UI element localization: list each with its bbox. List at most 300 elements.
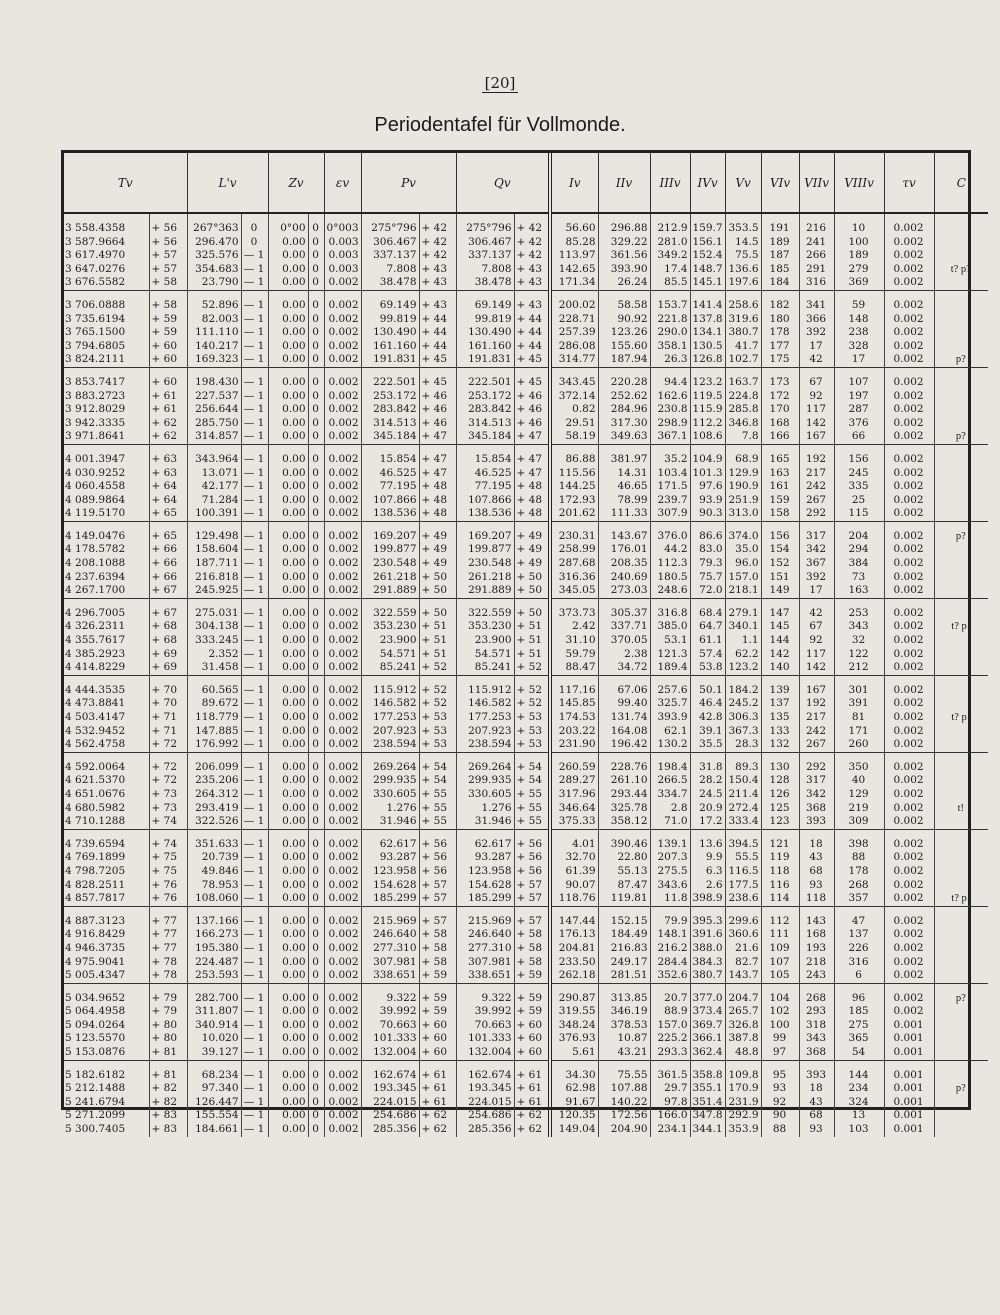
p-value: 269.264	[361, 752, 419, 774]
q-corr: + 50	[514, 598, 550, 620]
iv-value: 104.9	[690, 444, 725, 466]
l-value: 187.711	[187, 557, 241, 571]
table-row	[64, 507, 988, 521]
l-value: 126.447	[187, 1096, 241, 1110]
z-corr: 0	[308, 390, 324, 404]
q-value: 154.628	[456, 879, 514, 893]
iv-value: 72.0	[690, 584, 725, 598]
l-value: 49.846	[187, 865, 241, 879]
p-value: 353.230	[361, 620, 419, 634]
table-row	[64, 1005, 988, 1019]
period-table	[64, 153, 988, 1137]
p-value: 77.195	[361, 480, 419, 494]
ii-value: 273.03	[598, 584, 650, 598]
epsilon-value: 0.003	[324, 236, 361, 250]
t-corr: + 71	[149, 711, 187, 725]
p-value: 162.674	[361, 1060, 419, 1082]
tau-value: 0.002	[884, 774, 934, 788]
iv-value: 115.9	[690, 403, 725, 417]
iii-value: 162.6	[650, 390, 690, 404]
vii-value: 318	[799, 1019, 834, 1033]
iv-value: 380.7	[690, 969, 725, 983]
i-value: 230.31	[550, 521, 598, 543]
t-value: 3 558.4358	[64, 213, 149, 236]
p-corr: + 52	[419, 661, 456, 675]
t-value: 4 916.8429	[64, 928, 149, 942]
p-value: 224.015	[361, 1096, 419, 1110]
i-value: 172.93	[550, 494, 598, 508]
z-value: 0.00	[268, 290, 308, 312]
t-corr: + 74	[149, 815, 187, 829]
z-value: 0.00	[268, 725, 308, 739]
i-value: 58.19	[550, 430, 598, 444]
iv-value: 369.7	[690, 1019, 725, 1033]
iii-value: 275.5	[650, 865, 690, 879]
viii-value: 328	[834, 340, 884, 354]
p-value: 123.958	[361, 865, 419, 879]
ii-value: 152.15	[598, 906, 650, 928]
vii-value: 292	[799, 507, 834, 521]
v-value: 82.7	[725, 956, 761, 970]
v-value: 177.5	[725, 879, 761, 893]
p-corr: + 58	[419, 942, 456, 956]
iv-value: 130.5	[690, 340, 725, 354]
iii-value: 62.1	[650, 725, 690, 739]
q-corr: + 47	[514, 444, 550, 466]
vii-value: 67	[799, 367, 834, 389]
z-value: 0.00	[268, 969, 308, 983]
l-value: 224.487	[187, 956, 241, 970]
t-value: 4 975.9041	[64, 956, 149, 970]
z-value: 0.00	[268, 829, 308, 851]
t-value: 4 385.2923	[64, 648, 149, 662]
l-value: 285.750	[187, 417, 241, 431]
t-value: 3 647.0276	[64, 263, 149, 277]
t-value: 4 562.4758	[64, 738, 149, 752]
v-value: 387.8	[725, 1032, 761, 1046]
epsilon-value: 0.002	[324, 648, 361, 662]
epsilon-value: 0.002	[324, 1046, 361, 1060]
l-corr: — 1	[241, 507, 268, 521]
z-value: 0.00	[268, 390, 308, 404]
vi-value: 149	[761, 584, 799, 598]
epsilon-value: 0.002	[324, 865, 361, 879]
ii-value: 107.88	[598, 1082, 650, 1096]
z-corr: 0	[308, 634, 324, 648]
vi-value: 114	[761, 892, 799, 906]
z-value: 0.00	[268, 444, 308, 466]
c-note	[934, 1096, 988, 1110]
vii-value: 93	[799, 879, 834, 893]
l-value: 68.234	[187, 1060, 241, 1082]
q-value: 193.345	[456, 1082, 514, 1096]
q-value: 269.264	[456, 752, 514, 774]
iv-value: 119.5	[690, 390, 725, 404]
q-value: 307.981	[456, 956, 514, 970]
tau-value: 0.002	[884, 507, 934, 521]
l-value: 13.071	[187, 467, 241, 481]
iii-value: 376.0	[650, 521, 690, 543]
t-corr: + 79	[149, 983, 187, 1005]
iii-value: 221.8	[650, 313, 690, 327]
t-value: 3 942.3335	[64, 417, 149, 431]
l-value: 2.352	[187, 648, 241, 662]
tau-value: 0.002	[884, 906, 934, 928]
vii-value: 368	[799, 1046, 834, 1060]
z-corr: 0	[308, 1019, 324, 1033]
iv-value: 79.3	[690, 557, 725, 571]
q-corr: + 61	[514, 1082, 550, 1096]
vi-value: 93	[761, 1082, 799, 1096]
q-value: 353.230	[456, 620, 514, 634]
l-value: 176.992	[187, 738, 241, 752]
p-corr: + 60	[419, 1019, 456, 1033]
q-value: 177.253	[456, 711, 514, 725]
z-value: 0.00	[268, 956, 308, 970]
p-value: 322.559	[361, 598, 419, 620]
q-value: 261.218	[456, 571, 514, 585]
t-corr: + 79	[149, 1005, 187, 1019]
ii-value: 313.85	[598, 983, 650, 1005]
vi-value: 159	[761, 494, 799, 508]
z-corr: 0	[308, 367, 324, 389]
ii-value: 111.33	[598, 507, 650, 521]
ii-value: 325.78	[598, 802, 650, 816]
z-corr: 0	[308, 829, 324, 851]
t-corr: + 77	[149, 906, 187, 928]
p-corr: + 57	[419, 892, 456, 906]
vii-value: 18	[799, 1082, 834, 1096]
viii-value: 25	[834, 494, 884, 508]
v-value: 116.5	[725, 865, 761, 879]
p-corr: + 61	[419, 1096, 456, 1110]
i-value: 145.85	[550, 697, 598, 711]
vi-value: 178	[761, 326, 799, 340]
ii-value: 22.80	[598, 851, 650, 865]
epsilon-value: 0.002	[324, 543, 361, 557]
z-value: 0.00	[268, 879, 308, 893]
iii-value: 352.6	[650, 969, 690, 983]
c-note	[934, 1046, 988, 1060]
iv-value: 86.6	[690, 521, 725, 543]
p-corr: + 45	[419, 353, 456, 367]
epsilon-value: 0.002	[324, 1096, 361, 1110]
i-value: 174.53	[550, 711, 598, 725]
viii-value: 253	[834, 598, 884, 620]
v-value: 360.6	[725, 928, 761, 942]
p-corr: + 59	[419, 983, 456, 1005]
viii-value: 73	[834, 571, 884, 585]
iv-value: 57.4	[690, 648, 725, 662]
p-corr: + 57	[419, 879, 456, 893]
vi-value: 112	[761, 906, 799, 928]
l-value: 253.593	[187, 969, 241, 983]
t-value: 4 680.5982	[64, 802, 149, 816]
epsilon-value: 0.002	[324, 1060, 361, 1082]
viii-value: 6	[834, 969, 884, 983]
vi-value: 100	[761, 1019, 799, 1033]
p-corr: + 49	[419, 557, 456, 571]
l-corr: — 1	[241, 892, 268, 906]
ii-value: 90.92	[598, 313, 650, 327]
l-value: 322.526	[187, 815, 241, 829]
t-value: 4 296.7005	[64, 598, 149, 620]
p-corr: + 48	[419, 480, 456, 494]
iii-value: 35.2	[650, 444, 690, 466]
tau-value: 0.002	[884, 353, 934, 367]
t-value: 5 064.4958	[64, 1005, 149, 1019]
i-value: 117.16	[550, 675, 598, 697]
q-value: 162.674	[456, 1060, 514, 1082]
table-row	[64, 906, 988, 928]
i-value: 31.10	[550, 634, 598, 648]
z-value: 0.00	[268, 1109, 308, 1123]
i-value: 376.93	[550, 1032, 598, 1046]
table-row	[64, 263, 988, 277]
iii-value: 290.0	[650, 326, 690, 340]
epsilon-value: 0.002	[324, 326, 361, 340]
p-corr: + 52	[419, 675, 456, 697]
c-note	[934, 467, 988, 481]
t-value: 4 473.8841	[64, 697, 149, 711]
iii-value: 307.9	[650, 507, 690, 521]
v-value: 333.4	[725, 815, 761, 829]
p-value: 345.184	[361, 430, 419, 444]
iii-value: 20.7	[650, 983, 690, 1005]
v-value: 238.6	[725, 892, 761, 906]
p-value: 169.207	[361, 521, 419, 543]
q-corr: + 58	[514, 928, 550, 942]
iv-value: 373.4	[690, 1005, 725, 1019]
l-value: 227.537	[187, 390, 241, 404]
p-value: 7.808	[361, 263, 419, 277]
l-corr: — 1	[241, 249, 268, 263]
t-corr: + 60	[149, 367, 187, 389]
vii-value: 268	[799, 983, 834, 1005]
t-corr: + 83	[149, 1123, 187, 1137]
epsilon-value: 0.002	[324, 557, 361, 571]
v-value: 89.3	[725, 752, 761, 774]
l-corr: — 1	[241, 774, 268, 788]
q-corr: + 49	[514, 543, 550, 557]
iv-value: 97.6	[690, 480, 725, 494]
c-note	[934, 774, 988, 788]
iv-value: 351.4	[690, 1096, 725, 1110]
q-value: 46.525	[456, 467, 514, 481]
table-row	[64, 326, 988, 340]
z-corr: 0	[308, 1096, 324, 1110]
ii-value: 75.55	[598, 1060, 650, 1082]
p-corr: + 53	[419, 711, 456, 725]
z-corr: 0	[308, 661, 324, 675]
i-value: 86.88	[550, 444, 598, 466]
vii-value: 192	[799, 444, 834, 466]
vii-value: 143	[799, 906, 834, 928]
table-row	[64, 584, 988, 598]
tau-value: 0.002	[884, 340, 934, 354]
v-value: 35.0	[725, 543, 761, 557]
t-value: 3 765.1500	[64, 326, 149, 340]
c-note	[934, 584, 988, 598]
z-value: 0.00	[268, 697, 308, 711]
epsilon-value: 0.002	[324, 879, 361, 893]
v-value: 7.8	[725, 430, 761, 444]
t-value: 3 617.4970	[64, 249, 149, 263]
ii-value: 143.67	[598, 521, 650, 543]
v-value: 353.5	[725, 213, 761, 236]
q-value: 70.663	[456, 1019, 514, 1033]
p-corr: + 43	[419, 263, 456, 277]
p-value: 277.310	[361, 942, 419, 956]
l-corr: — 1	[241, 942, 268, 956]
vii-value: 317	[799, 774, 834, 788]
table-row	[64, 1032, 988, 1046]
p-corr: + 46	[419, 417, 456, 431]
t-value: 4 710.1288	[64, 815, 149, 829]
vi-value: 121	[761, 829, 799, 851]
table-row	[64, 557, 988, 571]
c-note	[934, 507, 988, 521]
vi-value: 88	[761, 1123, 799, 1137]
table-row	[64, 1123, 988, 1137]
tau-value: 0.002	[884, 675, 934, 697]
viii-value: 129	[834, 788, 884, 802]
vi-value: 90	[761, 1109, 799, 1123]
q-corr: + 44	[514, 326, 550, 340]
l-corr: — 1	[241, 1005, 268, 1019]
ii-value: 305.37	[598, 598, 650, 620]
ii-value: 349.63	[598, 430, 650, 444]
q-value: 1.276	[456, 802, 514, 816]
l-value: 97.340	[187, 1082, 241, 1096]
c-note	[934, 313, 988, 327]
l-value: 267°363	[187, 213, 241, 236]
page-number: [20]	[0, 74, 1000, 92]
p-value: 15.854	[361, 444, 419, 466]
viii-value: 189	[834, 249, 884, 263]
l-value: 293.419	[187, 802, 241, 816]
i-value: 144.25	[550, 480, 598, 494]
header-ii: IIv	[598, 153, 650, 213]
z-value: 0.00	[268, 661, 308, 675]
vii-value: 393	[799, 815, 834, 829]
vi-value: 137	[761, 697, 799, 711]
t-value: 4 769.1899	[64, 851, 149, 865]
t-value: 5 034.9652	[64, 983, 149, 1005]
v-value: 41.7	[725, 340, 761, 354]
v-value: 265.7	[725, 1005, 761, 1019]
l-value: 39.127	[187, 1046, 241, 1060]
l-corr: — 1	[241, 367, 268, 389]
p-value: 307.981	[361, 956, 419, 970]
c-note	[934, 1109, 988, 1123]
ii-value: 208.35	[598, 557, 650, 571]
tau-value: 0.002	[884, 697, 934, 711]
v-value: 62.2	[725, 648, 761, 662]
vii-value: 217	[799, 711, 834, 725]
vi-value: 189	[761, 236, 799, 250]
q-value: 23.900	[456, 634, 514, 648]
iv-value: 50.1	[690, 675, 725, 697]
table-body	[64, 213, 988, 1137]
epsilon-value: 0.002	[324, 598, 361, 620]
t-value: 4 355.7617	[64, 634, 149, 648]
iii-value: 239.7	[650, 494, 690, 508]
l-corr: 0	[241, 236, 268, 250]
tau-value: 0.002	[884, 571, 934, 585]
viii-value: 357	[834, 892, 884, 906]
q-corr: + 57	[514, 879, 550, 893]
iii-value: 298.9	[650, 417, 690, 431]
v-value: 123.2	[725, 661, 761, 675]
q-corr: + 53	[514, 725, 550, 739]
t-corr: + 71	[149, 725, 187, 739]
l-value: 311.807	[187, 1005, 241, 1019]
l-corr: — 1	[241, 1019, 268, 1033]
vi-value: 133	[761, 725, 799, 739]
ii-value: 252.62	[598, 390, 650, 404]
table-row	[64, 480, 988, 494]
t-corr: + 78	[149, 969, 187, 983]
q-corr: + 49	[514, 557, 550, 571]
vi-value: 119	[761, 851, 799, 865]
iii-value: 385.0	[650, 620, 690, 634]
t-corr: + 63	[149, 467, 187, 481]
q-corr: + 54	[514, 774, 550, 788]
ii-value: 378.53	[598, 1019, 650, 1033]
viii-value: 350	[834, 752, 884, 774]
l-value: 354.683	[187, 263, 241, 277]
vi-value: 165	[761, 444, 799, 466]
t-value: 4 621.5370	[64, 774, 149, 788]
l-value: 52.896	[187, 290, 241, 312]
iv-value: 6.3	[690, 865, 725, 879]
c-note	[934, 879, 988, 893]
q-corr: + 55	[514, 788, 550, 802]
p-corr: + 55	[419, 815, 456, 829]
v-value: 340.1	[725, 620, 761, 634]
p-corr: + 44	[419, 340, 456, 354]
c-note	[934, 865, 988, 879]
t-corr: + 73	[149, 802, 187, 816]
q-value: 101.333	[456, 1032, 514, 1046]
viii-value: 376	[834, 417, 884, 431]
c-note	[934, 942, 988, 956]
header-iii: IIIv	[650, 153, 690, 213]
header-vii: VIIv	[799, 153, 834, 213]
t-value: 5 271.2099	[64, 1109, 149, 1123]
viii-value: 32	[834, 634, 884, 648]
z-value: 0.00	[268, 983, 308, 1005]
i-value: 113.97	[550, 249, 598, 263]
q-corr: + 61	[514, 1060, 550, 1082]
epsilon-value: 0.002	[324, 507, 361, 521]
t-corr: + 72	[149, 738, 187, 752]
p-value: 299.935	[361, 774, 419, 788]
q-value: 338.651	[456, 969, 514, 983]
l-corr: — 1	[241, 675, 268, 697]
i-value: 176.13	[550, 928, 598, 942]
t-value: 5 005.4347	[64, 969, 149, 983]
iii-value: 130.2	[650, 738, 690, 752]
c-note: p?	[934, 521, 988, 543]
q-value: 99.819	[456, 313, 514, 327]
iv-value: 137.8	[690, 313, 725, 327]
c-note: p?	[955, 431, 966, 443]
vi-value: 118	[761, 865, 799, 879]
epsilon-value: 0.002	[324, 956, 361, 970]
vii-value: 392	[799, 571, 834, 585]
